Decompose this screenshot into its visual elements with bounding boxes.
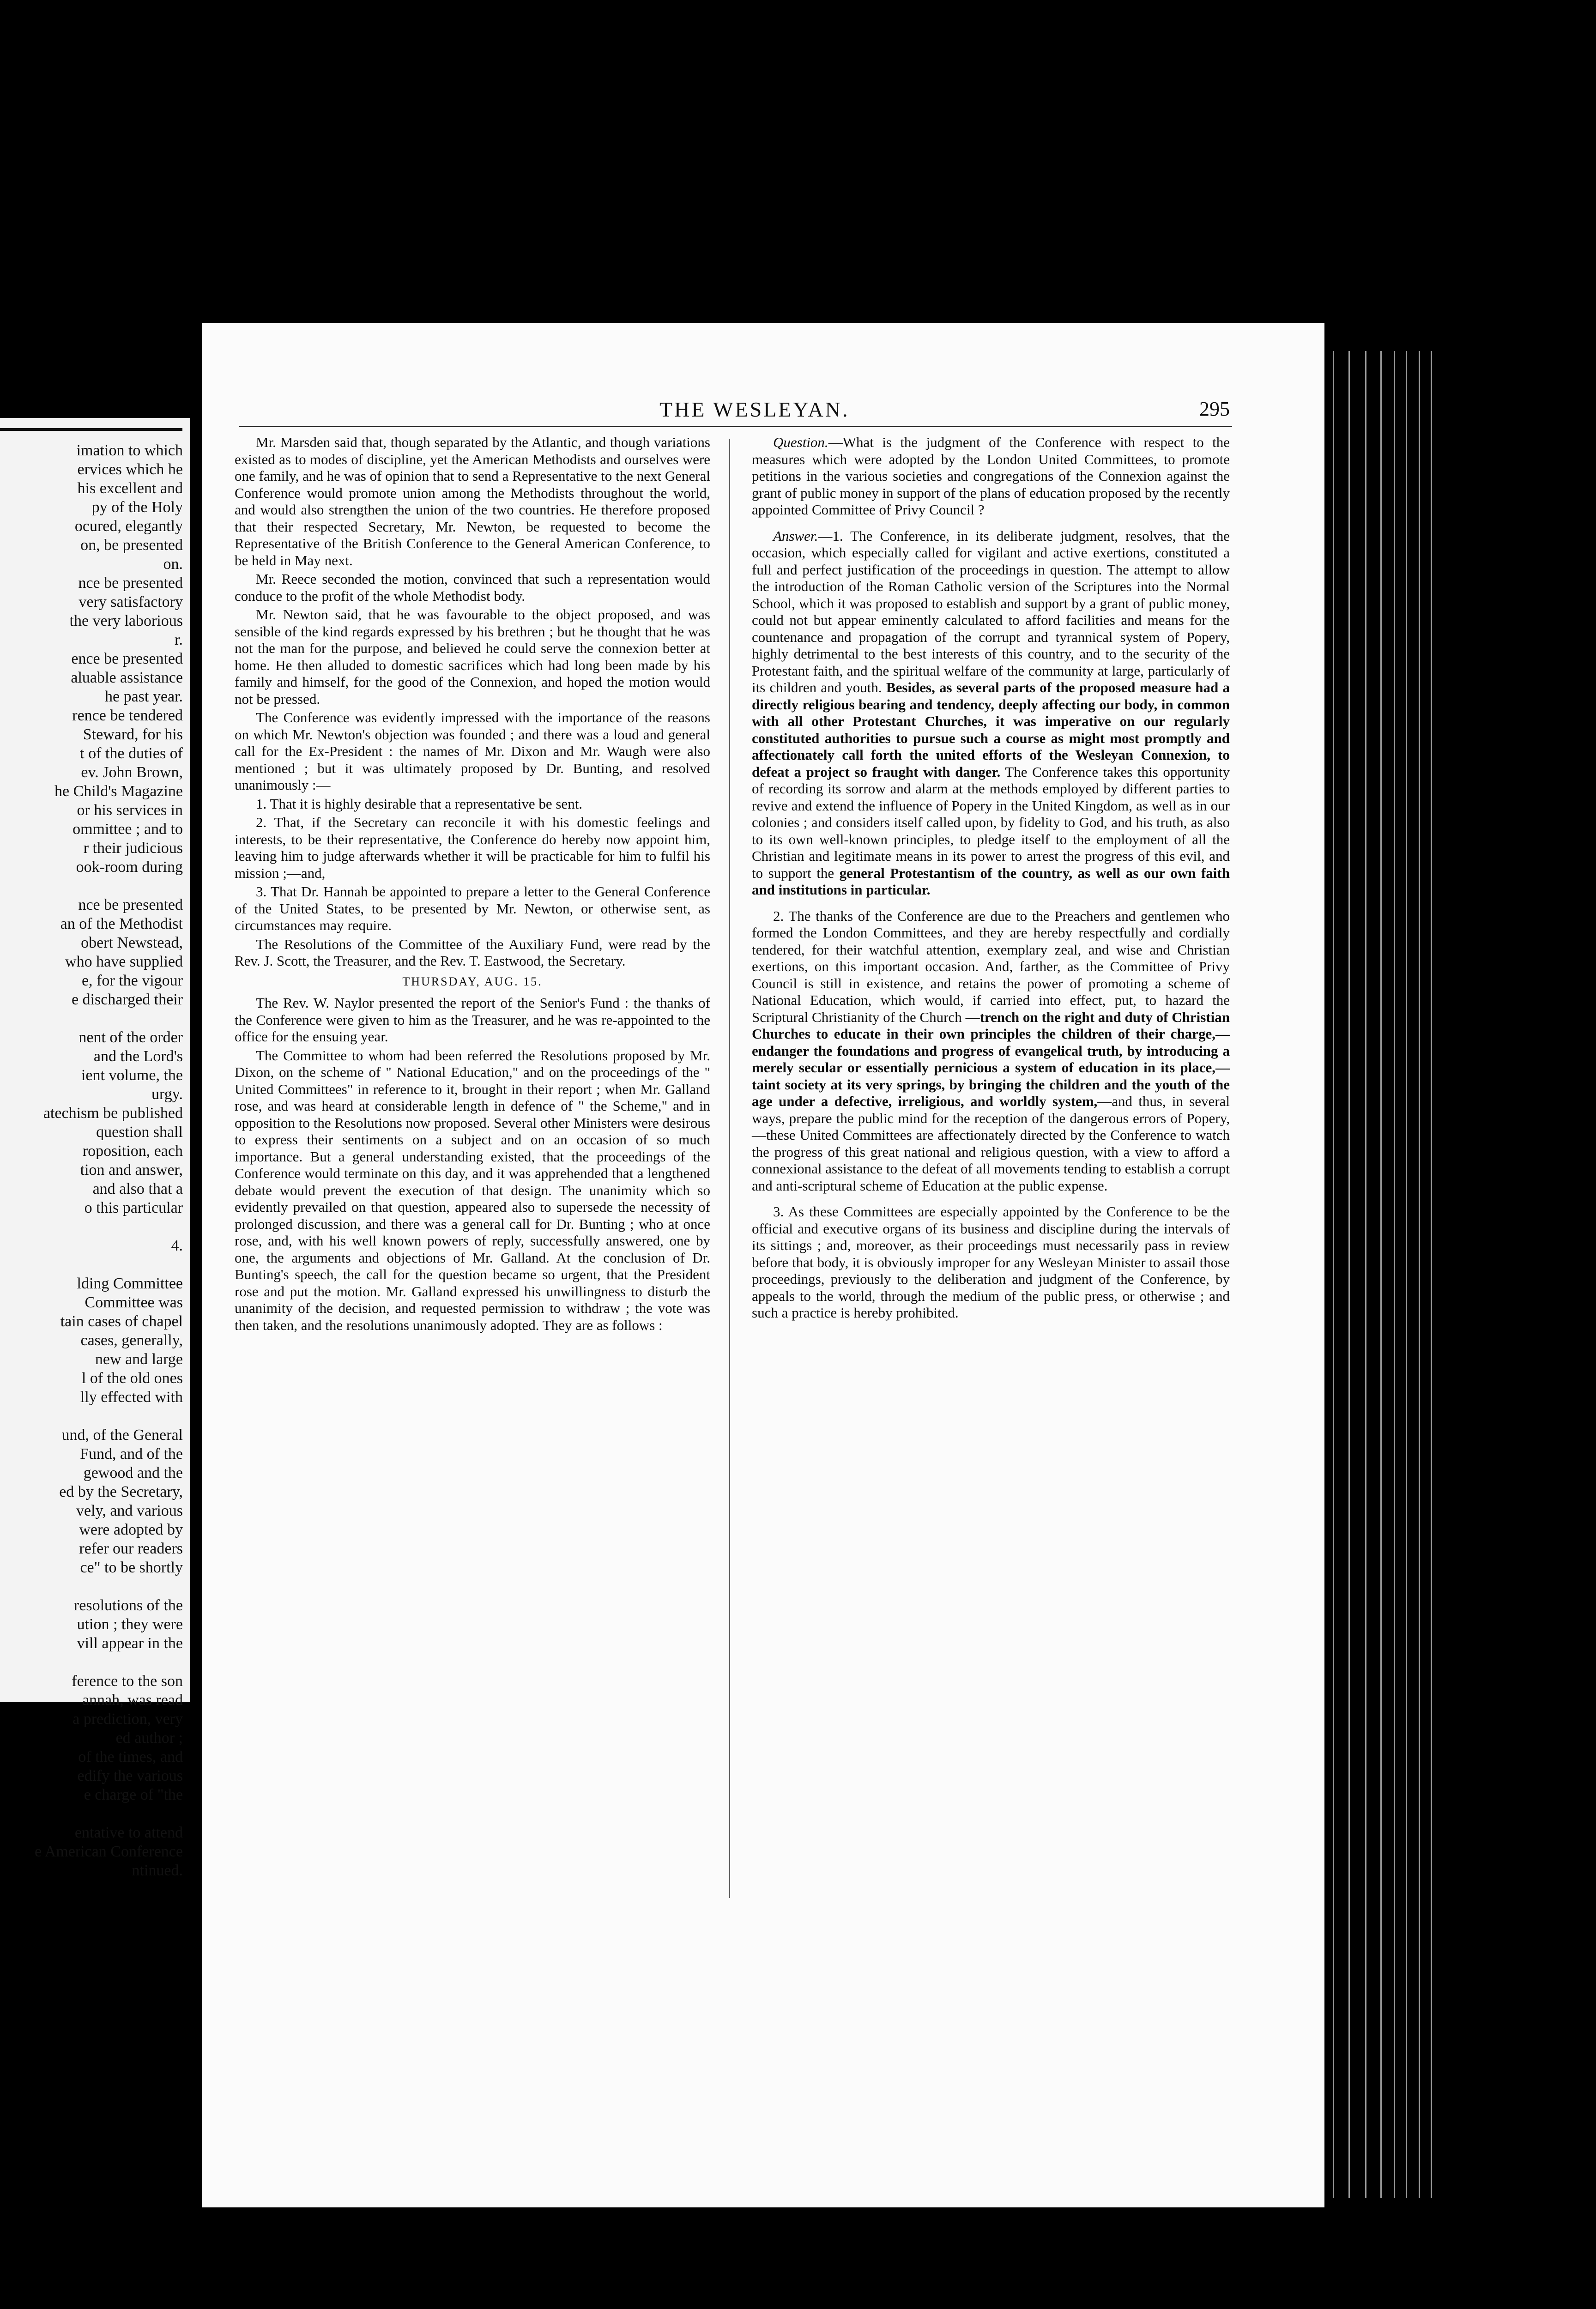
facing-page-line: or his services in bbox=[77, 802, 183, 819]
facing-page-line: 4. bbox=[171, 1237, 183, 1254]
resolution-item: 2. That, if the Secretary can reconcile it with his domestic feelings and interests, to be their representative, the Conference do hereby now appoint him, leaving him to judge afterwards whether it will be practicable for him to fulfil his mission ;—and, bbox=[235, 814, 710, 881]
page-edge-line bbox=[1431, 351, 1432, 2198]
paragraph: The Committee to whom had been referred the Resolutions proposed by Mr. Dixon, on the scheme of " National Education," and on the proceedings of the " United Committees" in reference to it, brought in their report ; when Mr. Galland rose, and was heard at considerable length in defence of " the Scheme," and in opposition to the Resolutions now proposed. Several other Ministers were desirous to express their sentiments on a subject and on an occasion of so much importance. But a general understanding existed, that the proceedings of the Conference would terminate on this day, and it was apprehended that a lengthened debate would prevent the execution of that design. The unanimity which so evidently prevailed on that question, appeared also to supersede the necessity of prolonged discussion, and there was a general call for Dr. Bunting ; who at once rose, and, with his well known powers of reply, successfully answered, one by one, the arguments and objections of Mr. Galland. At the conclusion of Dr. Bunting's speech, the call for the question became so urgent, that the President rose and put the motion. Mr. Galland expressed his unwillingness to disturb the unanimity of the decision, and requested permission to withdraw ; the vote was then taken, and the resolutions unanimously adopted. They are as follows : bbox=[235, 1047, 710, 1333]
facing-page-line: ution ; they were bbox=[77, 1616, 183, 1633]
facing-page-line: ce" to be shortly bbox=[80, 1559, 183, 1576]
facing-page-line: py of the Holy bbox=[91, 499, 183, 516]
facing-page-line: of the times, and bbox=[78, 1748, 183, 1765]
facing-page-line: edify the various bbox=[77, 1767, 183, 1784]
facing-page-line bbox=[0, 876, 183, 895]
question-paragraph bbox=[752, 434, 1230, 519]
facing-page-line: were adopted by bbox=[79, 1521, 183, 1538]
answer-paragraph-1 bbox=[752, 528, 1230, 899]
resolution-item: 1. That it is highly desirable that a representative be sent. bbox=[256, 795, 583, 812]
answer-paragraph-2 bbox=[752, 908, 1230, 1195]
paragraph: Mr. Newton said, that he was favourable to the object proposed, and was sensible of the kind regards expressed by his brethren ; but he thought that he was not the man for the purpose, and believed he could serve the connexion better at home. He then alluded to domestic sacrifices which had long been made by his family and himself, for the good of the Connexion, and hoped the motion would not be pressed. bbox=[235, 606, 710, 707]
facing-page-line: ntinued. bbox=[132, 1862, 183, 1879]
facing-page-line: ence be presented bbox=[71, 650, 183, 667]
resolution-item: 3. That Dr. Hannah be appointed to prepare a letter to the General Conference of the United States, to be presented by Mr. Newton, or otherwise sent, as circumstances may require. bbox=[235, 883, 710, 933]
facing-page-line: atechism be published bbox=[43, 1105, 183, 1122]
facing-page-line: question shall bbox=[96, 1124, 183, 1141]
facing-page-line: l of the old ones bbox=[81, 1370, 183, 1387]
answer-paragraph-3: 3. As these Committees are especially appointed by the Conference to be the official and executive organs of its business and discipline during the intervals of its sittings ; and, moreover, as their proceedings must necessarily pass in review before that body, it is obviously improper for any Wesleyan Minister to assail those proceedings, previously to the deliberation and judgment of the Conference, by appeals to the world, through the medium of the public press, or otherwise ; and such a practice is hereby prohibited. bbox=[752, 1203, 1230, 1321]
facing-page-line: cases, generally, bbox=[80, 1332, 183, 1349]
page-edge-line bbox=[1406, 351, 1407, 2198]
left-column bbox=[235, 434, 710, 1336]
facing-page-line: r. bbox=[175, 631, 183, 648]
header-rule bbox=[239, 426, 1232, 427]
column-divider bbox=[729, 439, 730, 1898]
facing-page-rule bbox=[0, 428, 182, 431]
facing-page-line: Steward, for his bbox=[83, 726, 183, 743]
facing-page-line: ervices which he bbox=[77, 461, 183, 478]
facing-page-line: he Child's Magazine bbox=[54, 783, 183, 800]
facing-page-line: new and large bbox=[95, 1351, 183, 1368]
facing-page-line: annah, was read bbox=[82, 1692, 183, 1709]
facing-page-line: ev. John Brown, bbox=[81, 764, 183, 781]
facing-page-line bbox=[0, 1577, 183, 1596]
paragraph: Mr. Reece seconded the motion, convinced that such a representation would conduce to the profit of the whole Methodist body. bbox=[235, 571, 710, 604]
facing-page-line: nce be presented bbox=[78, 574, 183, 592]
answer-text: 2. The thanks of the Conference are due to the Preachers and gentlemen who formed the London Committees, and they are hereby respectfully and cordially tendered, for their watchful attention, exemplary zeal, and wise and Christian exertions, on this important occasion. And, farther, as the Committee of Privy Council is still in existence, and retains the power of promoting a scheme of National Education, which would, if carried into effect, put, to hazard the Scriptural Christianity of the Church bbox=[752, 907, 1230, 1025]
facing-page-line: vill appear in the bbox=[77, 1635, 183, 1652]
facing-page-line: he past year. bbox=[105, 688, 183, 705]
facing-page-line: on, be presented bbox=[80, 537, 183, 554]
page-number: 295 bbox=[1199, 398, 1230, 420]
facing-page-line: vely, and various bbox=[76, 1502, 183, 1519]
facing-page-line bbox=[0, 1255, 183, 1274]
question-text: —What is the judgment of the Conference with respect to the measures which were adopted by the London United Committees, to promote petitions in the various societies and congregations of the Connexion against the grant of public money in support of the plans of education proposed by the recently appointed Committee of Privy Council ? bbox=[752, 434, 1230, 518]
facing-page-fragment bbox=[0, 418, 190, 1879]
facing-page-line: r their judicious bbox=[83, 840, 183, 857]
facing-page-line: tion and answer, bbox=[80, 1161, 183, 1179]
answer-text: The Conference takes this opportunity of recording its sorrow and alarm at the methods employed by different parties to revive and extend the influence of Popery in the United Kingdom, as well as in our colonies ; and considers itself called upon, by fidelity to God, and his truth, as also to its own well-known principles, to pledge itself to the employment of all the Christian and legitimate means in its power to arrest the progress of this evil, and to support the bbox=[752, 763, 1230, 881]
right-column bbox=[752, 434, 1230, 1324]
facing-page-line: and also that a bbox=[92, 1180, 183, 1197]
answer-emphasis: general Protestantism of the country, as well as our own faith and institutions in particular. bbox=[752, 864, 1230, 898]
facing-page-line: Committee was bbox=[85, 1294, 183, 1311]
facing-page-line bbox=[0, 1653, 183, 1672]
answer-text: —1. The Conference, in its deliberate judgment, resolves, that the occasion, which especially called for vigilant and active exertions, constituted a full and perfect justification of the proceedings in question. The attempt to allow the introduction of the Roman Catholic version of the Scriptures into the Normal School, which it was proposed to establish and support by a grant of public money, could not but appear eminently calculated to afford facilities and means for the countenance and propagation of the corrupt and tyrannical system of Popery, highly detrimental to the best interests of this country, and to the security of the Protestant faith, and the spiritual welfare of the community at large, particularly of its children and youth. bbox=[752, 527, 1230, 695]
date-heading: THURSDAY, AUG. 15. bbox=[402, 974, 543, 988]
paragraph: Mr. Marsden said that, though separated by the Atlantic, and though variations existed as to modes of discipline, yet the American Methodists and ourselves were one family, and he was of opinion that to send a Representative to the next General Conference would promote union among the Methodists throughout the world, and would also strengthen the union of the two countries. He therefore proposed that their respected Secretary, Mr. Newton, be requested to become the Representative of the British Conference to the General American Conference, to be held in May next. bbox=[235, 434, 710, 568]
page-edge-line bbox=[1333, 351, 1334, 2198]
facing-page-line: a prediction, very bbox=[73, 1711, 183, 1728]
facing-page-line: nce be presented bbox=[78, 896, 183, 913]
facing-page-line: Fund, and of the bbox=[80, 1445, 183, 1463]
facing-page-line: e American Conference bbox=[35, 1843, 183, 1860]
facing-page-line: refer our readers bbox=[79, 1540, 183, 1557]
facing-page-line: o this particular bbox=[84, 1199, 183, 1216]
facing-page-line: ocured, elegantly bbox=[74, 518, 183, 535]
facing-page-line: e discharged their bbox=[71, 991, 183, 1008]
page-edge-line bbox=[1419, 351, 1420, 2198]
facing-page-text bbox=[0, 441, 183, 1880]
newspaper-page bbox=[202, 323, 1324, 2207]
facing-page-line: obert Newstead, bbox=[81, 934, 183, 951]
facing-page-line: roposition, each bbox=[82, 1142, 183, 1160]
answer-text: —and thus, in several ways, prepare the public mind for the reception of the dangerous errors of Popery,—these United Committees are affectionately directed by the Conference to watch the progress of this great national and religious question, with a view to afford a connexional assistance to the defeat of all movements tending to establish a corrupt and anti-scriptural scheme of Education at the public expense. bbox=[752, 1093, 1230, 1194]
facing-page-line: lly effected with bbox=[80, 1389, 183, 1406]
paragraph: The Conference was evidently impressed with the importance of the reasons on which Mr. Newton's objection was founded ; and there was a loud and general call for the Ex-President : the names of Mr. Dixon and Mr. Waugh were also mentioned ; but it was ultimately proposed by Dr. Bunting, and resolved unanimously :— bbox=[235, 709, 710, 793]
answer-emphasis: Besides, as several parts of the proposed measure had a directly religious bearing and tendency, deeply affecting our body, in common with all other Protestant Churches, it was imperative on our regularly constituted authorities to pursue such a course as might most promptly and affectionately call forth the united efforts of the Wesleyan Connexion, to defeat a project so fraught with danger. bbox=[752, 679, 1230, 780]
facing-page-line: who have supplied bbox=[65, 953, 183, 970]
facing-page-line: gewood and the bbox=[83, 1464, 183, 1481]
facing-page-line: ference to the son bbox=[72, 1673, 183, 1690]
facing-page-line: his excellent and bbox=[77, 480, 183, 497]
answer-emphasis: —trench on the right and duty of Christian Churches to educate in their own principles the children of their charge,—endanger the foundations and progress of evangelical truth, by introducing a merely secular or essentially pernicious a system of education in its place,—taint society at its very springs, by bringing the children and the youth of the age under a defective, irreligious, and worldly system, bbox=[752, 1009, 1230, 1109]
facing-page-line: e charge of "the bbox=[84, 1786, 183, 1803]
facing-page-line: imation to which bbox=[76, 442, 183, 459]
facing-page-line: nent of the order bbox=[79, 1029, 183, 1046]
page-edge-line bbox=[1365, 351, 1366, 2198]
facing-page-line bbox=[0, 1217, 183, 1236]
running-title: THE WESLEYAN. bbox=[659, 398, 850, 421]
paragraph: The Rev. W. Naylor presented the report of the Senior's Fund : the thanks of the Conference were given to him as the Treasurer, and he was re-appointed to the office for the ensuing year. bbox=[235, 995, 710, 1045]
facing-page-line: very satisfactory bbox=[79, 593, 183, 610]
question-lead: Question. bbox=[773, 434, 828, 450]
answer-lead: Answer. bbox=[773, 527, 818, 544]
facing-page-line: lding Committee bbox=[77, 1275, 183, 1292]
facing-page-line: tain cases of chapel bbox=[60, 1313, 183, 1330]
paragraph: The Resolutions of the Committee of the Auxiliary Fund, were read by the Rev. J. Scott, the Treasurer, and the Rev. T. Eastwood, the Secretary. bbox=[235, 936, 710, 969]
page-edge-line bbox=[1394, 351, 1395, 2198]
facing-page-line: ed author ; bbox=[115, 1729, 183, 1747]
facing-page-line: ook-room during bbox=[76, 858, 183, 876]
facing-page-line: an of the Methodist bbox=[60, 915, 183, 932]
facing-page-line: ommittee ; and to bbox=[73, 821, 183, 838]
facing-page-line: und, of the General bbox=[61, 1427, 183, 1444]
facing-page-line bbox=[0, 1407, 183, 1426]
page-header bbox=[202, 397, 1324, 425]
facing-page-line bbox=[0, 1009, 183, 1028]
facing-page-line bbox=[0, 1804, 183, 1823]
page-edge-line bbox=[1348, 351, 1350, 2198]
facing-page-line: ed by the Secretary, bbox=[59, 1483, 183, 1500]
facing-page-line: and the Lord's bbox=[93, 1048, 183, 1065]
facing-page-line: aluable assistance bbox=[71, 669, 183, 686]
facing-page-line: rence be tendered bbox=[72, 707, 183, 724]
facing-page-line: urgy. bbox=[151, 1086, 183, 1103]
facing-page-line: on. bbox=[163, 556, 183, 573]
facing-page-line: t of the duties of bbox=[80, 745, 183, 762]
page-edges bbox=[1324, 351, 1445, 2198]
facing-page-line: ient volume, the bbox=[81, 1067, 183, 1084]
facing-page-line: entative to attend bbox=[74, 1824, 183, 1841]
facing-page-line: e, for the vigour bbox=[81, 972, 183, 989]
facing-page-line: resolutions of the bbox=[73, 1597, 183, 1614]
facing-page-line: the very laborious bbox=[69, 612, 183, 629]
page-edge-line bbox=[1380, 351, 1382, 2198]
